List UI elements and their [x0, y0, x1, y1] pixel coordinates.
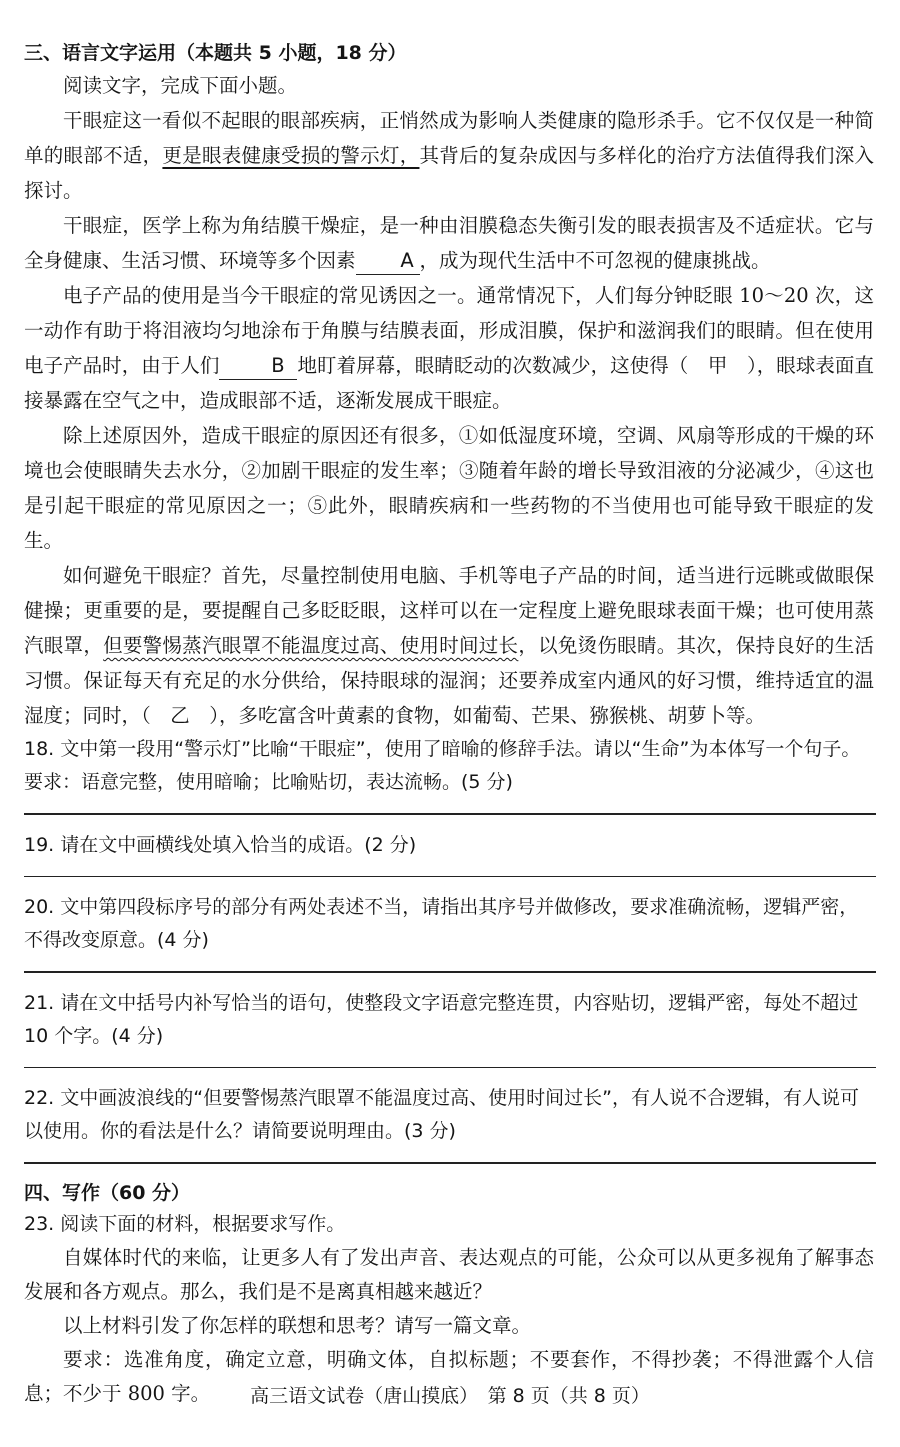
section-4-title: 四、写作（60 分）	[24, 1181, 191, 1204]
writing-prompt: 以上材料引发了你怎样的联想和思考？请写一篇文章。	[63, 1313, 532, 1337]
answer-line-19	[24, 876, 876, 878]
underlined-phrase: 更是眼表健康受损的警示灯，	[162, 144, 420, 167]
blank-b: B	[219, 353, 297, 380]
answer-line-22	[24, 1162, 876, 1164]
answer-line-18	[24, 813, 876, 815]
wavy-underlined-phrase: 但要警惕蒸汽眼罩不能温度过高、使用时间过长	[103, 634, 519, 657]
section-3-intro: 阅读文字，完成下面小题。	[63, 74, 298, 97]
question-18: 18. 文中第一段用“警示灯”比喻“干眼症”，使用了暗喻的修辞手法。请以“生命”为本体写一个句子。要求：语意完整，使用暗喻；比喻贴切，表达流畅。(5 分)	[24, 738, 861, 793]
question-22: 22. 文中画波浪线的“但要警惕蒸汽眼罩不能温度过高、使用时间过长”，有人说不合逻辑，有人说可以使用。你的看法是什么？请简要说明理由。(3 分)	[24, 1087, 859, 1142]
question-21: 21. 请在文中括号内补写恰当的语句，使整段文字语意完整连贯，内容贴切，逻辑严密，每处不超过 10 个字。(4 分)	[24, 991, 859, 1047]
writing-material: 自媒体时代的来临，让更多人有了发出声音、表达观点的可能，公众可以从更多视角了解事态发展和各方观点。那么，我们是不是离真相越来越近？	[24, 1245, 874, 1303]
passage-paragraph-5: 如何避免干眼症？首先，尽量控制使用电脑、手机等电子产品的时间，适当进行远眺或做眼保健操；更重要的是，要提醒自己多眨眨眼，这样可以在一定程度上避免眼球表面干燥；也可使用蒸汽眼罩，但要警惕蒸汽眼罩不能温度过高、使用时间过长，以免烫伤眼睛。其次，保持良好的生活习惯。保证每天有充足的水分供给，保持眼球的湿润；还要养成室内通风的好习惯，维持适宜的温湿度；同时，（ 乙 ），多吃富含叶黄素的食物，如葡萄、芒果、猕猴桃、胡萝卜等。	[24, 564, 874, 727]
blank-a: A	[356, 248, 420, 275]
question-19: 19. 请在文中画横线处填入恰当的成语。(2 分)	[24, 833, 417, 856]
section-3-title: 三、语言文字运用（本题共 5 小题，18 分）	[24, 42, 407, 64]
passage-paragraph-4: 除上述原因外，造成干眼症的原因还有很多，①如低湿度环境，空调、风扇等形成的干燥的环境也会使眼睛失去水分，②加剧干眼症的发生率；③随着年龄的增长导致泪液的分泌减少，④这也是引起干眼症的常见原因之一；⑤此外，眼睛疾病和一些药物的不当使用也可能导致干眼症的发生。	[24, 424, 874, 552]
question-20: 20. 文中第四段标序号的部分有两处表述不当，请指出其序号并做修改，要求准确流畅，逻辑严密，不得改变原意。(4 分)	[24, 896, 859, 951]
passage-paragraph-3: 电子产品的使用是当今干眼症的常见诱因之一。通常情况下，人们每分钟眨眼 10～20 次，这一动作有助于将泪液均匀地涂布于角膜与结膜表面，形成泪膜，保护和滋润我们的眼睛。但在使用电子产品时，由于人们 B 地盯着屏幕，眼睛眨动的次数减少，这使得（ 甲 ），眼球表面直接暴露在空气之中，造成眼部不适，逐渐发展成干眼症。	[24, 284, 874, 412]
writing-requirements: 要求：选准角度，确定立意，明确文体，自拟标题；不要套作，不得抄袭；不得泄露个人信息；不少于 800 字。	[24, 1347, 874, 1405]
answer-line-21	[24, 1067, 876, 1069]
question-23: 23. 阅读下面的材料，根据要求写作。	[24, 1212, 346, 1235]
answer-line-20	[24, 971, 876, 973]
page-footer: 高三语文试卷（唐山摸底） 第 8 页（共 8 页）	[250, 1385, 650, 1407]
passage-paragraph-1: 干眼症这一看似不起眼的眼部疾病，正悄然成为影响人类健康的隐形杀手。它不仅仅是一种简单的眼部不适，更是眼表健康受损的警示灯，其背后的复杂成因与多样化的治疗方法值得我们深入探讨。	[24, 109, 874, 202]
passage-paragraph-2: 干眼症，医学上称为角结膜干燥症，是一种由泪膜稳态失衡引发的眼表损害及不适症状。它与全身健康、生活习惯、环境等多个因素 A ，成为现代生活中不可忽视的健康挑战。	[24, 208, 874, 278]
writing-section	[24, 1178, 874, 1411]
